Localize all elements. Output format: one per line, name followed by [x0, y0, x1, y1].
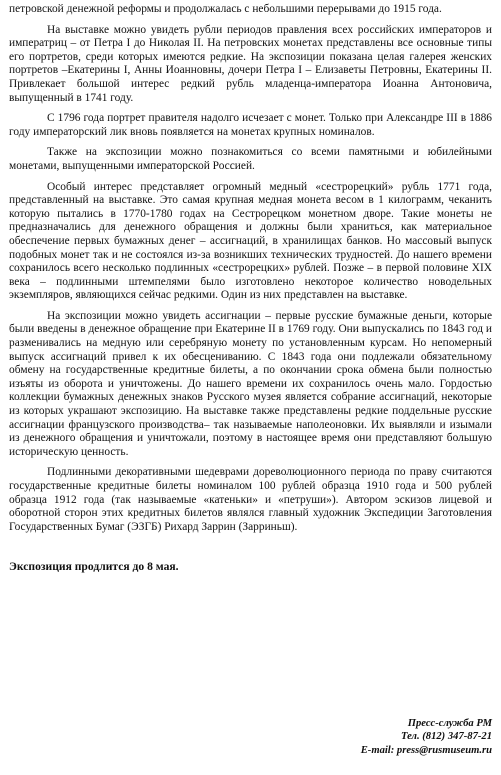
paragraph-4: Также на экспозиции можно познакомиться со всеми памятными и юбилейными монетами, выпущенными императорской Россией. [9, 146, 492, 172]
press-contacts [361, 717, 492, 757]
paragraph-5: Особый интерес представляет огромный медный «сестрорецкий» рубль 1771 года, представленный на выставке. Это самая крупная медная монета весом в 1 килограмм, чеканить которую пытались в 1770-1780 годах на Сестрорецком монетном дворе. Такие монеты не предназначались для денежного обращения и должны были храниться, как материальное обеспечение первых бумажных денег – ассигнаций, в хранилищах банков. Но массовый выпуск подобных монет так и не состоялся из-за возникших технических трудностей. До нашего времени сохранилось всего несколько подлинных «сестрорецких» рублей. Позже – в первой половине XIX века – подлинными штемпелями было изготовлено некоторое количество новодельных экземпляров, являющихся сейчас редкими. Один из них представлен на выставке. [9, 180, 492, 302]
press-service-label: Пресс-служба РМ [407, 718, 492, 729]
paragraph-2: На выставке можно увидеть рубли периодов правления всех российских императоров и императриц – от Петра I до Николая II. На петровских монетах представлены все основные типы его портретов, среди которых имеются редкие. На экспозиции показана целая галерея женских портретов –Екатерины I, Анны Иоанновны, дочери Петра I – Елизаветы Петровны, Екатерины II. Привлекает большой интерес редкий рубль младенца-императора Иоанна Антоновича, выпущенный в 1741 году. [9, 23, 492, 104]
press-phone: Тел. (812) 347-87-21 [401, 731, 492, 743]
exhibition-closing-note: Экспозиция продлится до 8 мая. [9, 560, 179, 574]
paragraph-7: Подлинными декоративными шедеврами дореволюционного периода по праву считаются государственные кредитные билеты номиналом 100 рублей образца 1910 года и 500 рублей образца 1912 года (так называемые «катеньки» и «петруши»). Автором эскизов лицевой и оборотной сторон этих кредитных билетов являлся главный художник Экспедиции Заготовления Государственных Бумаг (ЭЗГБ) Рихард Заррин (Зарриньш). [9, 466, 492, 533]
paragraph-1: петровской денежной реформы и продолжалась с небольшими перерывами до 1915 года. [9, 3, 442, 15]
paragraph-6: На экспозиции можно увидеть ассигнации – первые русские бумажные деньги, которые были введены в денежное обращение при Екатерине II в 1769 году. Они выпускались по 1843 год и разменивались на медную или серебряную монету по установленным курсам. Но непомерный выпуск ассигнаций привел к их обесцениванию. С 1843 года они подлежали обязательному обмену на государственные кредитные билеты, а по окончании срока обмена были полностью изъяты из оборота и уничтожены. До нашего времени их сохранилось очень мало. Гордостью коллекции бумажных денежных знаков Русского музея является собрание ассигнаций, некоторые из которых украшают экспозицию. На выставке также представлены редкие поддельные русские ассигнации французского производства– так называемые наполеоновки. Их выявляли и изымали из денежного обращения и уничтожали, поэтому в настоящее время они представляют большую историческую ценность. [9, 309, 492, 458]
press-email: E-mail: press@rusmuseum.ru [360, 744, 492, 756]
paragraph-3: С 1796 года портрет правителя надолго исчезает с монет. Только при Александре III в 1886 году императорский лик вновь появляется на монетах крупных номиналов. [9, 112, 492, 138]
